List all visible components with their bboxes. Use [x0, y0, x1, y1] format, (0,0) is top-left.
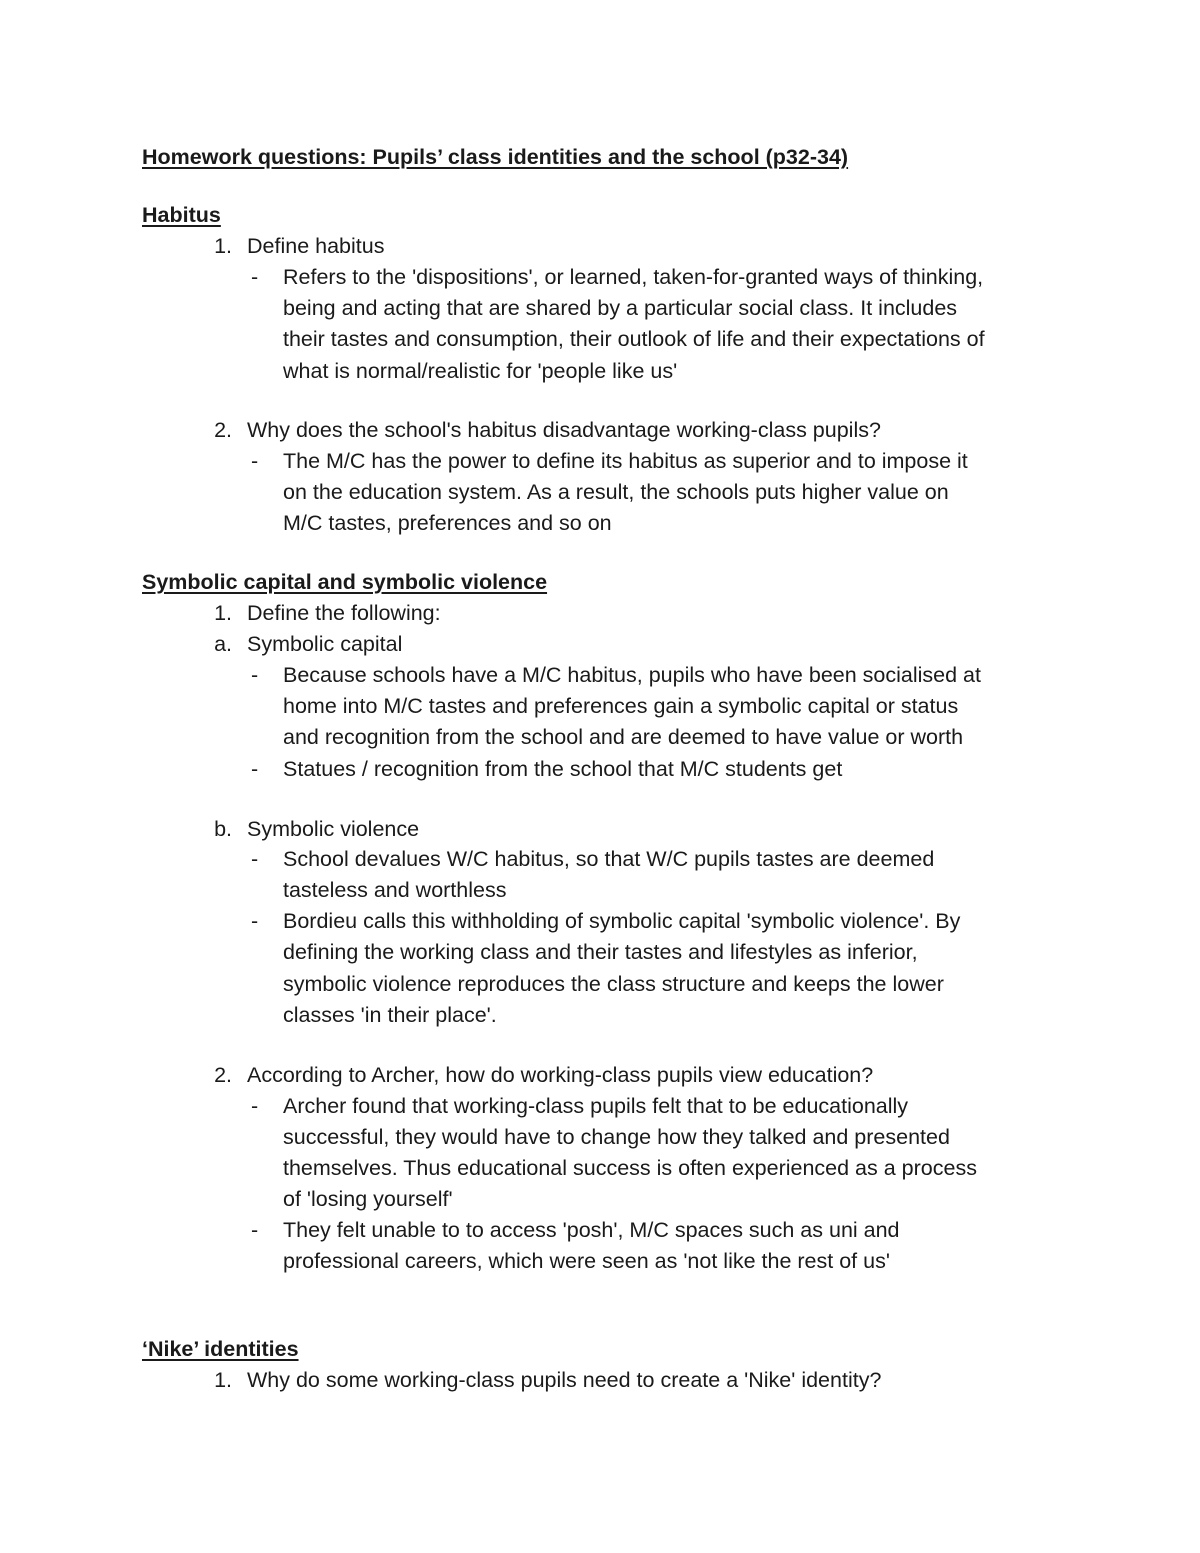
answer-line: M/C tastes, preferences and so on [283, 511, 612, 535]
answer-line: classes 'in their place'. [283, 1003, 497, 1027]
list-marker: 2. [214, 1063, 232, 1087]
bullet-dash: - [251, 265, 259, 289]
answer-line: of 'losing yourself' [283, 1187, 453, 1211]
answer-line: Because schools have a M/C habitus, pupils who have been socialised at [283, 663, 981, 687]
answer-line: They felt unable to to access 'posh', M/C spaces such as uni and [283, 1218, 900, 1242]
answer-line: symbolic violence reproduces the class structure and keeps the lower [283, 972, 944, 996]
question-text: Why does the school's habitus disadvantage working-class pupils? [247, 418, 881, 442]
answer-line: home into M/C tastes and preferences gain a symbolic capital or status [283, 694, 959, 718]
document-title: Homework questions: Pupils’ class identities and the school (p32-34) [142, 145, 849, 169]
list-marker: b. [214, 817, 232, 841]
bullet-dash: - [251, 909, 259, 933]
list-marker: a. [214, 632, 232, 656]
answer-line: Archer found that working-class pupils felt that to be educationally [283, 1094, 909, 1118]
question-text: Symbolic violence [247, 817, 420, 841]
answer-line: being and acting that are shared by a particular social class. It includes [283, 296, 958, 320]
bullet-dash: - [251, 847, 259, 871]
list-marker: 1. [214, 601, 232, 625]
answer-line: themselves. Thus educational success is often experienced as a process [283, 1156, 977, 1180]
bullet-dash: - [251, 449, 259, 473]
answer-line: their tastes and consumption, their outlook of life and their expectations of [283, 327, 985, 351]
answer-line: tasteless and worthless [283, 878, 507, 902]
answer-line: Bordieu calls this withholding of symbolic capital 'symbolic violence'. By [283, 909, 961, 933]
question-text: Define habitus [247, 234, 385, 258]
bullet-dash: - [251, 757, 259, 781]
list-marker: 2. [214, 418, 232, 442]
answer-line: on the education system. As a result, the schools puts higher value on [283, 480, 949, 504]
question-text: According to Archer, how do working-class pupils view education? [247, 1063, 874, 1087]
question-text: Symbolic capital [247, 632, 403, 656]
answer-line: The M/C has the power to define its habitus as superior and to impose it [283, 449, 968, 473]
bullet-dash: - [251, 663, 259, 687]
answer-line: and recognition from the school and are deemed to have value or worth [283, 725, 964, 749]
answer-line: Refers to the 'dispositions', or learned, taken-for-granted ways of thinking, [283, 265, 984, 289]
question-text: Define the following: [247, 601, 441, 625]
answer-line: professional careers, which were seen as 'not like the rest of us' [283, 1249, 890, 1273]
answer-line: Statues / recognition from the school that M/C students get [283, 757, 843, 781]
section-heading-nike: ‘Nike’ identities [142, 1337, 299, 1361]
section-heading-symbolic: Symbolic capital and symbolic violence [142, 570, 548, 594]
bullet-dash: - [251, 1218, 259, 1242]
section-heading-habitus: Habitus [142, 203, 221, 227]
answer-line: School devalues W/C habitus, so that W/C pupils tastes are deemed [283, 847, 935, 871]
list-marker: 1. [214, 234, 232, 258]
answer-line: defining the working class and their tastes and lifestyles as inferior, [283, 940, 918, 964]
question-text: Why do some working-class pupils need to create a 'Nike' identity? [247, 1368, 882, 1392]
answer-line: what is normal/realistic for 'people like us' [283, 359, 678, 383]
bullet-dash: - [251, 1094, 259, 1118]
list-marker: 1. [214, 1368, 232, 1392]
answer-line: successful, they would have to change how they talked and presented [283, 1125, 950, 1149]
